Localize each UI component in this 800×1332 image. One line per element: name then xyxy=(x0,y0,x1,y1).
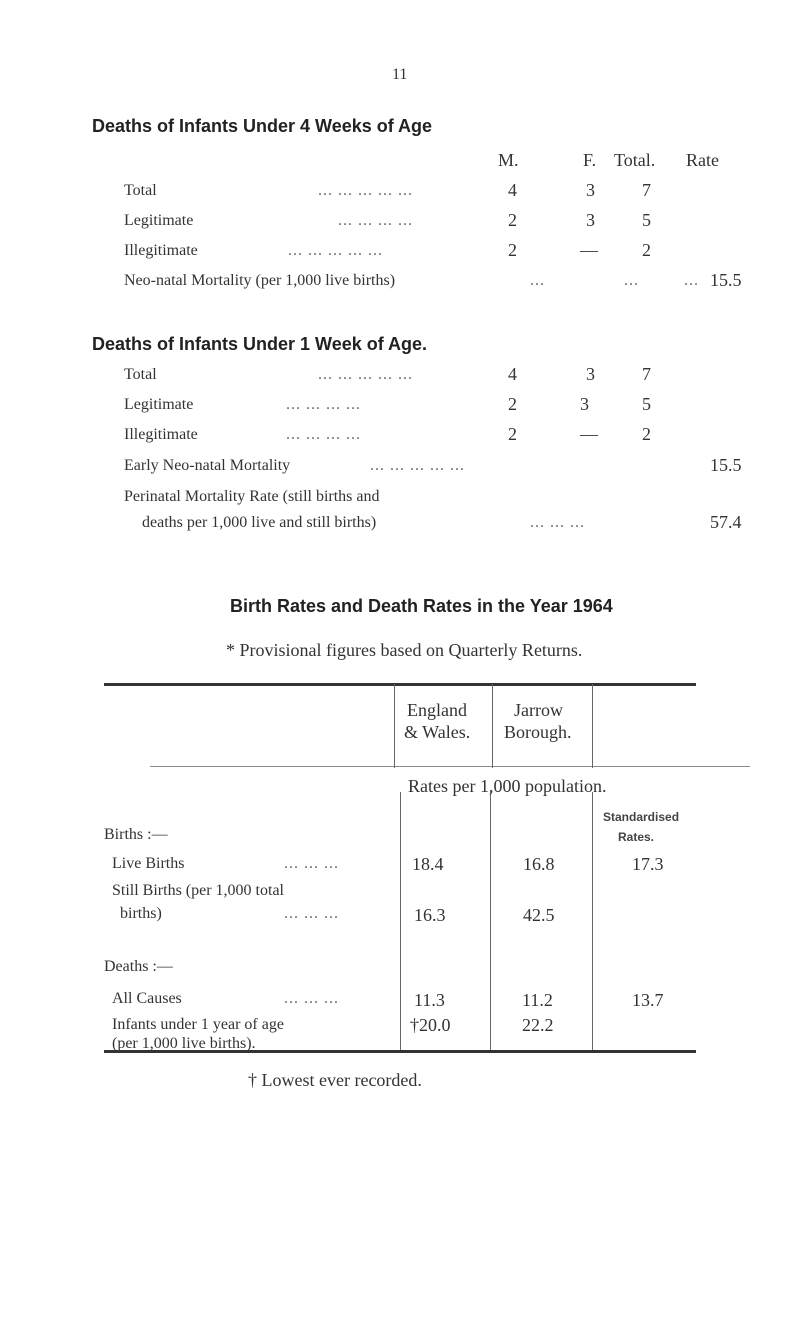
m-value: 2 xyxy=(508,424,517,444)
row-label-continued: deaths per 1,000 live and still births) xyxy=(142,514,377,531)
col-jarrow-line2: Borough. xyxy=(504,722,572,742)
col-england-line1: England xyxy=(407,700,467,720)
section3-subtitle: * Provisional figures based on Quarterly Returns. xyxy=(226,640,583,660)
leader-dots: ... ... ... ... ... xyxy=(318,182,413,199)
row-label-continued: (per 1,000 live births). xyxy=(112,1035,256,1052)
row-label: Legitimate xyxy=(124,396,194,413)
total-value: 7 xyxy=(642,180,651,200)
m-value: 4 xyxy=(508,180,517,200)
deaths-heading: Deaths :— xyxy=(104,958,173,975)
total-value: 7 xyxy=(642,364,651,384)
row-label: Neo-natal Mortality (per 1,000 live births) xyxy=(124,272,396,289)
row-label: Still Births (per 1,000 total xyxy=(112,882,284,899)
leader-dots: ... xyxy=(530,272,545,289)
row-label: Illegitimate xyxy=(124,242,198,259)
m-value: 4 xyxy=(508,364,517,384)
section3-title: Birth Rates and Death Rates in the Year 1964 xyxy=(230,596,613,616)
rate-value: 15.5 xyxy=(710,270,742,290)
column-rule xyxy=(592,684,593,768)
rate-value: 15.5 xyxy=(710,455,742,475)
row-label: Infants under 1 year of age xyxy=(112,1016,284,1033)
section2-title: Deaths of Infants Under 1 Week of Age. xyxy=(92,334,428,354)
row-label: Perinatal Mortality Rate (still births and xyxy=(124,488,380,505)
total-value: 2 xyxy=(642,424,651,444)
leader-dots: ... ... ... ... ... xyxy=(288,242,383,259)
jarrow-value: 42.5 xyxy=(523,905,555,925)
total-value: 5 xyxy=(642,394,651,414)
header-m: M. xyxy=(498,150,519,170)
table-top-rule xyxy=(104,683,696,686)
column-rule xyxy=(490,792,491,1050)
jarrow-value: 11.2 xyxy=(522,990,553,1010)
rate-value: 57.4 xyxy=(710,512,742,532)
leader-dots: ... xyxy=(624,272,639,289)
row-label: All Causes xyxy=(112,990,182,1007)
jarrow-value: 16.8 xyxy=(523,854,555,874)
f-value: 3 xyxy=(586,210,595,230)
col-jarrow-line1: Jarrow xyxy=(514,700,563,720)
rates-header: Rates per 1,000 population. xyxy=(408,776,607,796)
leader-dots: ... ... ... xyxy=(284,855,339,872)
standardised-header-line2: Rates. xyxy=(618,830,655,844)
footnote: † Lowest ever recorded. xyxy=(248,1070,422,1090)
column-rule xyxy=(492,684,493,768)
standardised-header-line1: Standardised xyxy=(603,810,680,824)
f-value: 3 xyxy=(586,364,595,384)
leader-dots: ... ... ... xyxy=(284,990,339,1007)
total-value: 5 xyxy=(642,210,651,230)
leader-dots: ... ... ... ... xyxy=(338,212,413,229)
m-value: 2 xyxy=(508,394,517,414)
f-value: 3 xyxy=(580,394,589,414)
m-value: 2 xyxy=(508,240,517,260)
standardised-value: 13.7 xyxy=(632,990,664,1010)
leader-dots: ... xyxy=(684,272,699,289)
f-value: 3 xyxy=(586,180,595,200)
header-f: F. xyxy=(583,150,597,170)
standardised-value: 17.3 xyxy=(632,854,664,874)
england-value: 11.3 xyxy=(414,990,445,1010)
f-value: — xyxy=(580,240,598,260)
row-label: Illegitimate xyxy=(124,426,198,443)
leader-dots: ... ... ... ... ... xyxy=(370,457,465,474)
column-rule xyxy=(400,792,401,1050)
leader-dots: ... ... ... ... xyxy=(286,426,361,443)
row-label: Legitimate xyxy=(124,212,194,229)
column-rule xyxy=(592,792,593,1050)
england-value: †20.0 xyxy=(410,1015,451,1035)
row-label: Total xyxy=(124,366,157,383)
header-total: Total. xyxy=(614,150,656,170)
jarrow-value: 22.2 xyxy=(522,1015,554,1035)
row-label: Live Births xyxy=(112,855,185,872)
leader-dots: ... ... ... xyxy=(530,514,585,531)
leader-dots: ... ... ... ... ... xyxy=(318,366,413,383)
row-label-continued: births) xyxy=(120,905,162,922)
england-value: 16.3 xyxy=(414,905,446,925)
births-heading: Births :— xyxy=(104,826,168,843)
page-number: 11 xyxy=(392,66,408,83)
col-england-line2: & Wales. xyxy=(404,722,471,742)
total-value: 2 xyxy=(642,240,651,260)
row-label: Total xyxy=(124,182,157,199)
column-rule xyxy=(394,684,395,768)
leader-dots: ... ... ... xyxy=(284,905,339,922)
row-label: Early Neo-natal Mortality xyxy=(124,457,291,474)
england-value: 18.4 xyxy=(412,854,444,874)
leader-dots: ... ... ... ... xyxy=(286,396,361,413)
header-rate: Rate xyxy=(686,150,719,170)
section1-title: Deaths of Infants Under 4 Weeks of Age xyxy=(92,116,433,136)
m-value: 2 xyxy=(508,210,517,230)
f-value: — xyxy=(580,424,598,444)
header-divider xyxy=(150,766,750,767)
